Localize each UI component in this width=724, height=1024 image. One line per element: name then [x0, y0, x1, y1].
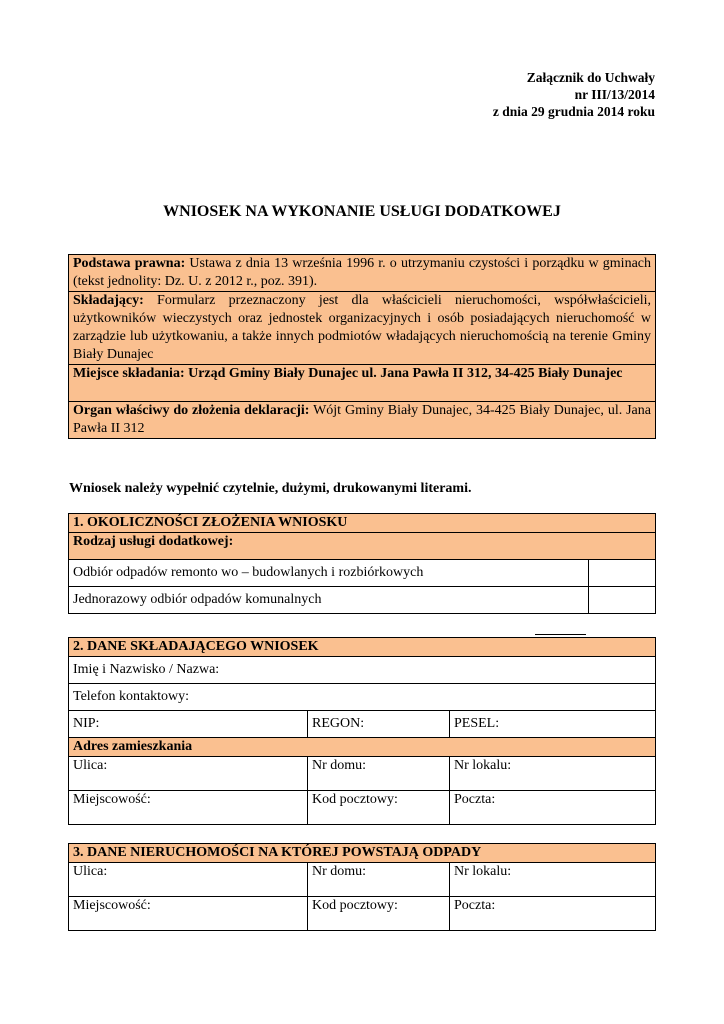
street-label: Ulica: [73, 758, 108, 773]
phone-label: Telefon kontaktowy: [73, 689, 190, 704]
property-street-label: Ulica: [73, 864, 108, 879]
name-label: Imię i Nazwisko / Nazwa: [73, 662, 220, 677]
submitter-text: Formularz przeznaczony jest dla właścicieli nieruchomości, współwłaścicieli, użytkowników wieczystych oraz jednostek organizacyjnych i osób posiadających nieruchomość w zarządzie lub użytkowaniu, a także innych podmiotów władających nieruchomością na terenie Gminy Biały Dunajec [73, 293, 651, 362]
legal-basis-label: Podstawa prawna: [73, 256, 186, 271]
regon-field[interactable] [308, 711, 450, 738]
street-field[interactable] [69, 757, 308, 791]
property-street-field[interactable] [69, 863, 308, 897]
submission-place-cell: Miejsce składania: Urząd Gminy Biały Dunajec ul. Jana Pawła II 312, 34-425 Biały Dunajec [69, 365, 656, 402]
property-post-office-field[interactable] [450, 897, 656, 931]
organ-text: Wójt Gminy Biały Dunajec, 34-425 Biały Dunajec, ul. Jana Pawła II 312 [73, 403, 651, 436]
attachment-line-1: Załącznik do Uchwały [526, 70, 655, 85]
post-office-label: Poczta: [454, 792, 496, 807]
organ-cell [69, 402, 656, 439]
property-city-field[interactable] [69, 897, 308, 931]
document-title: WNIOSEK NA WYKONANIE USŁUGI DODATKOWEJ [163, 203, 561, 220]
section-1-table [68, 513, 656, 614]
pesel-field[interactable] [450, 711, 656, 738]
property-post-office-label: Poczta: [454, 898, 496, 913]
info-table [68, 254, 656, 439]
nip-field[interactable] [69, 711, 308, 738]
name-field[interactable] [69, 657, 656, 684]
pesel-label: PESEL: [454, 716, 500, 731]
submitter-cell [69, 292, 656, 365]
property-flat-number-label: Nr lokalu: [454, 864, 512, 879]
section-1-title: 1. OKOLICZNOŚCI ZŁOŻENIA WNIOSKU [69, 514, 656, 533]
property-house-number-field[interactable] [308, 863, 450, 897]
post-office-field[interactable] [450, 791, 656, 825]
decorative-line [535, 634, 586, 635]
option-renovation-checkbox[interactable] [589, 560, 656, 587]
property-house-number-label: Nr domu: [312, 864, 367, 879]
section-3-title: 3. DANE NIERUCHOMOŚCI NA KTÓREJ POWSTAJĄ ODPADY [69, 844, 656, 863]
option-renovation-waste: Odbiór odpadów remonto wo – budowlanych i rozbiórkowych [69, 560, 589, 587]
regon-label: REGON: [312, 716, 365, 731]
legal-basis-text: Ustawa z dnia 13 września 1996 r. o utrzymaniu czystości i porządku w gminach (tekst jednolity: Dz. U. z 2012 r., poz. 391). [73, 256, 651, 289]
city-field[interactable] [69, 791, 308, 825]
section-3-table [68, 843, 656, 931]
service-type-label: Rodzaj usługi dodatkowej: [69, 533, 656, 560]
organ-label: Organ właściwy do złożenia deklaracji: [73, 403, 310, 418]
flat-number-field[interactable] [450, 757, 656, 791]
house-number-field[interactable] [308, 757, 450, 791]
section-2-title: 2. DANE SKŁADAJĄCEGO WNIOSEK [69, 638, 656, 657]
phone-field[interactable] [69, 684, 656, 711]
submitter-label: Składający: [73, 293, 144, 308]
property-city-label: Miejscowość: [73, 898, 151, 913]
property-postcode-label: Kod pocztowy: [312, 898, 398, 913]
city-label: Miejscowość: [73, 792, 151, 807]
property-postcode-field[interactable] [308, 897, 450, 931]
attachment-line-3: z dnia 29 grudnia 2014 roku [492, 104, 655, 119]
attachment-line-2: nr III/13/2014 [574, 87, 655, 102]
legal-basis-cell [69, 255, 656, 292]
postcode-label: Kod pocztowy: [312, 792, 398, 807]
postcode-field[interactable] [308, 791, 450, 825]
property-flat-number-field[interactable] [450, 863, 656, 897]
attachment-header [493, 69, 655, 120]
house-number-label: Nr domu: [312, 758, 367, 773]
address-heading: Adres zamieszkania [69, 738, 656, 757]
option-onetime-waste: Jednorazowy odbiór odpadów komunalnych [69, 587, 589, 614]
nip-label: NIP: [73, 716, 100, 731]
flat-number-label: Nr lokalu: [454, 758, 512, 773]
option-onetime-checkbox[interactable] [589, 587, 656, 614]
section-2-table [68, 637, 656, 825]
fill-instruction: Wniosek należy wypełnić czytelnie, dużymi, drukowanymi literami. [69, 481, 472, 496]
